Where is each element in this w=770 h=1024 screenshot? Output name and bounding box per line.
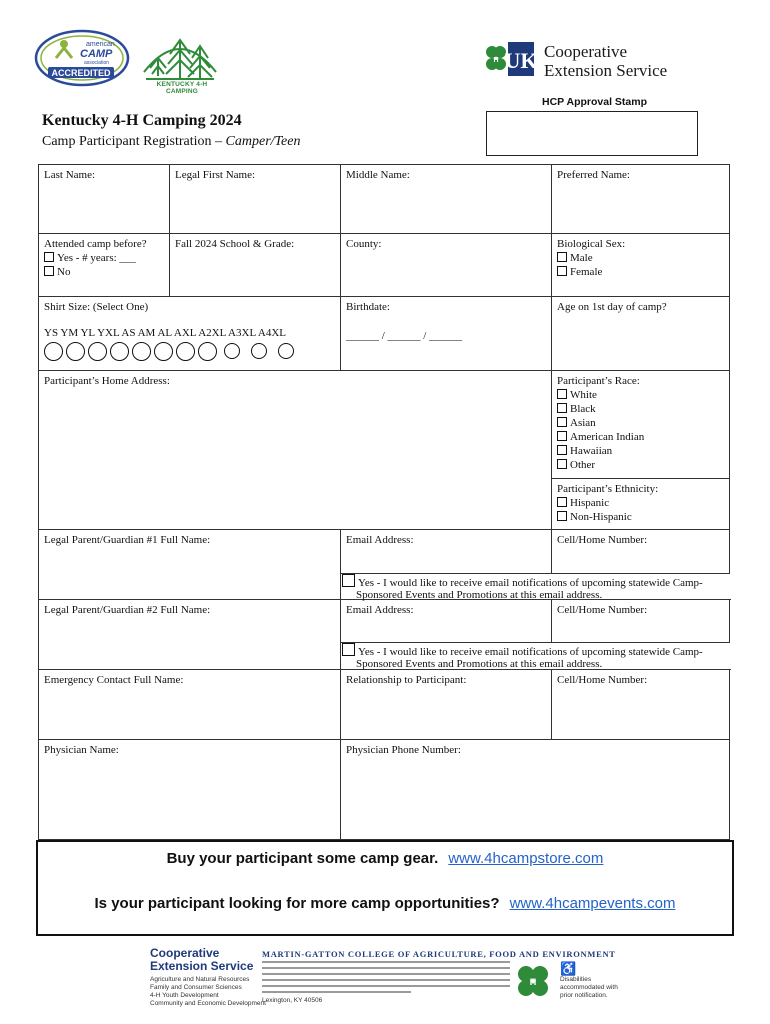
shirt-size-radio[interactable] (176, 342, 195, 361)
svg-text:association: association (84, 60, 110, 66)
checkbox[interactable] (557, 266, 567, 276)
race-option-black[interactable]: Black (557, 402, 724, 416)
birthdate-field[interactable]: Birthdate: ______ / ______ / ______ (341, 297, 552, 371)
guardian1-email-opt-in[interactable]: Yes - I would like to receive email notifications of upcoming statewide Camp- Sponsored Events and Promotions at this email address. (341, 574, 731, 600)
hcp-stamp-label: HCP Approval Stamp (542, 96, 648, 108)
physician-phone-field[interactable]: Physician Phone Number: (346, 744, 461, 756)
checkbox[interactable] (44, 266, 54, 276)
attended-no-option[interactable]: No (44, 265, 164, 279)
shirt-size-radio[interactable] (66, 342, 85, 361)
guardian1-phone-field[interactable]: Cell/Home Number: (552, 530, 729, 574)
promo-gear-line: Buy your participant some camp gear. www.4hcampstore.com (166, 850, 604, 867)
hcp-stamp-box[interactable] (486, 111, 698, 156)
checkbox[interactable] (557, 431, 567, 441)
footer-ces-wordmark: Cooperative Extension Service (150, 946, 254, 973)
camp-events-link[interactable]: www.4hcampevents.com (509, 895, 676, 912)
checkbox[interactable] (557, 497, 567, 507)
race-field: Participant’s Race: White Black Asian American Indian Hawaiian Other (552, 371, 729, 479)
page-title: Kentucky 4-H Camping 2024 (42, 112, 242, 129)
race-option-asian[interactable]: Asian (557, 416, 724, 430)
race-option-hawaiian[interactable]: Hawaiian (557, 444, 724, 458)
preferred-name-field[interactable]: Preferred Name: (552, 165, 729, 234)
promo-box (36, 840, 734, 936)
emergency-phone-field[interactable]: Cell/Home Number: (552, 670, 729, 740)
shirt-size-radio[interactable] (110, 342, 129, 361)
relationship-field[interactable]: Relationship to Participant: (341, 670, 552, 740)
checkbox[interactable] (557, 445, 567, 455)
wheelchair-icon: ♿ (560, 961, 577, 976)
ethnicity-option-non-hispanic[interactable]: Non-Hispanic (557, 510, 724, 524)
ethnicity-option-hispanic[interactable]: Hispanic (557, 496, 724, 510)
checkbox[interactable] (342, 574, 355, 587)
checkbox[interactable] (557, 511, 567, 521)
checkbox[interactable] (557, 417, 567, 427)
guardian2-name-field[interactable]: Legal Parent/Guardian #2 Full Name: (39, 600, 341, 670)
home-address-field[interactable]: Participant’s Home Address: (39, 371, 552, 530)
shirt-size-radio[interactable] (224, 343, 240, 359)
shirt-size-radio[interactable] (132, 342, 151, 361)
svg-text:UK: UK (504, 48, 538, 73)
shirt-size-labels: YS YM YL YXL AS AM AL AXL A2XL A3XL A4XL (44, 327, 287, 339)
checkbox[interactable] (44, 252, 54, 262)
footer-college-name: MARTIN-GATTON COLLEGE OF AGRICULTURE, FOOD AND ENVIRONMENT (262, 949, 616, 959)
uk-line2: Extension Service (544, 61, 668, 80)
shirt-size-radio[interactable] (154, 342, 173, 361)
shirt-size-radio[interactable] (278, 343, 294, 359)
checkbox[interactable] (557, 252, 567, 262)
checkbox[interactable] (557, 403, 567, 413)
guardian2-email-opt-in[interactable]: Yes - I would like to receive email notifications of upcoming statewide Camp- Sponsored Events and Promotions at this email address. (341, 643, 731, 670)
footer-program-units: Agriculture and Natural Resources Family and Consumer Sciences 4-H Youth Development Community and Economic Development (150, 976, 266, 1007)
legal-first-name-field[interactable]: Legal First Name: (170, 165, 341, 234)
shirt-size-radio[interactable] (251, 343, 267, 359)
birthdate-blank: ______ / ______ / ______ (346, 330, 463, 342)
aca-accredited-logo (34, 28, 130, 88)
shirt-size-radio[interactable] (44, 342, 63, 361)
checkbox[interactable] (557, 459, 567, 469)
race-option-white[interactable]: White (557, 388, 724, 402)
sex-female-option[interactable]: Female (557, 265, 724, 279)
last-name-field[interactable]: Last Name: (39, 165, 170, 234)
ethnicity-field: Participant’s Ethnicity: Hispanic Non-Hispanic (552, 479, 729, 530)
svg-text:H: H (529, 977, 537, 987)
promo-events-line: Is your participant looking for more camp opportunities? www.4hcampevents.com (94, 895, 676, 912)
shirt-size-field: Shirt Size: (Select One) YS YM YL YXL AS AM AL AXL A2XL A3XL A4XL (39, 297, 341, 371)
svg-text:CAMP: CAMP (80, 48, 113, 60)
uk-line1: Cooperative (544, 42, 628, 61)
guardian1-name-field[interactable]: Legal Parent/Guardian #1 Full Name: (39, 530, 341, 600)
shirt-size-radio[interactable] (88, 342, 107, 361)
race-option-american-indian[interactable]: American Indian (557, 430, 724, 444)
middle-name-field[interactable]: Middle Name: (341, 165, 552, 234)
guardian2-phone-field[interactable]: Cell/Home Number: (552, 600, 729, 643)
guardian1-email-field[interactable]: Email Address: (341, 530, 552, 574)
attended-camp-field: Attended camp before? Yes - # years: ___ No (39, 234, 170, 297)
county-field[interactable]: County: (341, 234, 552, 297)
sex-male-option[interactable]: Male (557, 251, 724, 265)
checkbox[interactable] (557, 389, 567, 399)
page-subtitle: Camp Participant Registration – Camper/Teen (42, 134, 301, 149)
uk-4h-clover-logo (484, 38, 538, 80)
camp-store-link[interactable]: www.4hcampstore.com (448, 850, 604, 867)
race-option-other[interactable]: Other (557, 458, 724, 472)
svg-text:american: american (86, 41, 115, 48)
svg-text:ACCREDITED: ACCREDITED (51, 68, 111, 78)
shirt-size-options (44, 342, 298, 361)
biological-sex-field: Biological Sex: Male Female (552, 234, 729, 297)
footer-fine-print (262, 961, 510, 1007)
shirt-size-radio[interactable] (198, 342, 217, 361)
emergency-contact-field[interactable]: Emergency Contact Full Name: (39, 670, 341, 740)
cooperative-extension-service-wordmark (544, 42, 667, 80)
registration-form (38, 164, 730, 840)
checkbox[interactable] (342, 643, 355, 656)
kentucky-4h-camping-caption: KENTUCKY 4-H CAMPING (156, 81, 208, 95)
guardian2-email-field[interactable]: Email Address: (341, 600, 552, 643)
footer-accessibility: ♿ Disabilities accommodated with prior notification. (560, 962, 620, 1000)
footer-4h-clover-icon (514, 962, 552, 1000)
age-field[interactable]: Age on 1st day of camp? (552, 297, 729, 371)
attended-yes-option[interactable]: Yes - # years: ___ (44, 251, 164, 265)
physician-name-field[interactable]: Physician Name: (39, 740, 341, 839)
footer-city: Lexington, KY 40506 (262, 997, 323, 1004)
school-grade-field[interactable]: Fall 2024 School & Grade: (170, 234, 341, 297)
svg-text:H: H (493, 57, 499, 64)
